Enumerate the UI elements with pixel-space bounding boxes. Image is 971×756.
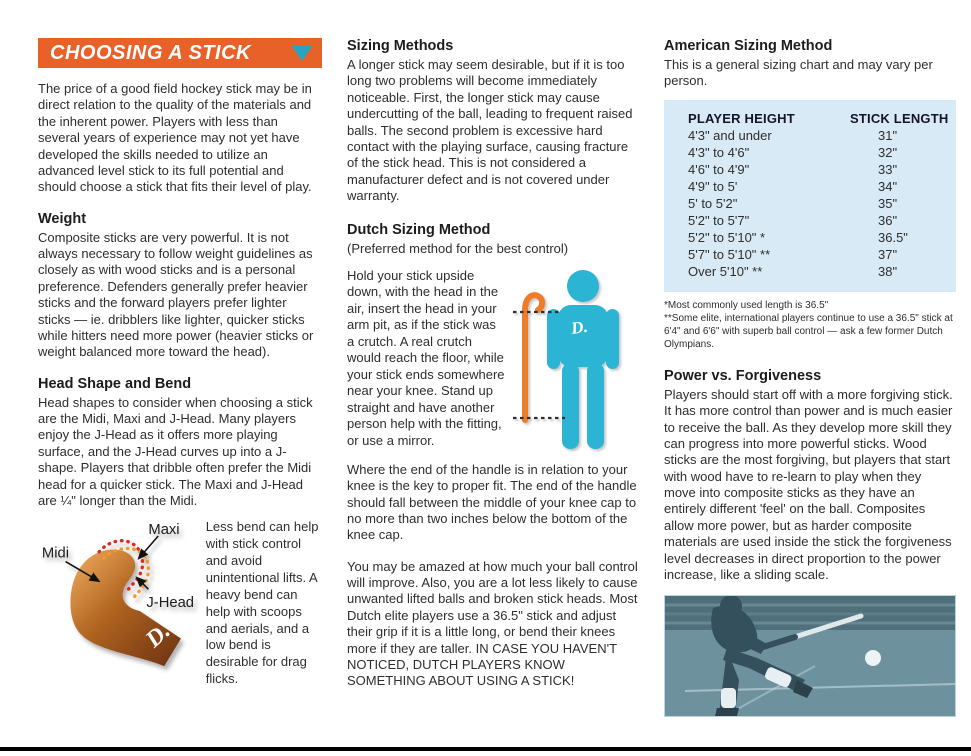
page-bottom-rule xyxy=(0,747,971,751)
dutch-method-subheading: (Preferred method for the best control) xyxy=(347,241,569,257)
cell-length: 38" xyxy=(878,263,898,279)
jhead-label: J-Head xyxy=(146,595,195,612)
cell-length: 34" xyxy=(878,178,898,194)
amazed-paragraph: You may be amazed at how much your ball control will improve. Also, you are a lot less likely to cause unwanted lifted balls and broken stick heads. Most Dutch elite players use a 36.5" stick and adjust their grip if it is a little long, or bend their knees more if they are taller. IN CASE YOU HAVEN'T NOTICED, DUTCH PLAYERS KNOW SOMETHING ABOUT USING A STICK! xyxy=(347,558,638,689)
brand-logo-on-stick: D. xyxy=(140,618,176,654)
cell-height: 5'2" to 5'7" xyxy=(688,212,750,228)
maxi-label: Maxi xyxy=(148,522,180,539)
cell-length: 31" xyxy=(878,127,898,143)
footnote-1: *Most commonly used length is 36.5" xyxy=(664,299,829,311)
footnote-2: **Some elite, international players continue to use a 36.5" stick at 6'4" and 6'6" with superb ball control — ask a few former Dutch Olympians. xyxy=(664,312,953,350)
head-shape-paragraph: Head shapes to consider when choosing a stick are the Midi, Maxi and J-Head. Many players enjoy the J-Head as it offers more playing surface, and the J-Head curves up into a J-shape. Players that dribble often prefer the Midi head for a quicker stick. The Maxi and J-Head are ¼" longer than the Midi. xyxy=(38,394,313,508)
weight-heading: Weight xyxy=(38,210,87,227)
cell-height: 4'9" to 5' xyxy=(688,178,738,194)
table-header-stick-length: STICK LENGTH xyxy=(850,110,949,126)
table-row xyxy=(688,229,950,246)
cell-length: 32" xyxy=(878,144,898,160)
sizing-table xyxy=(664,100,956,292)
cell-height: 4'3" to 4'6" xyxy=(688,144,750,160)
cell-length: 37" xyxy=(878,246,898,262)
power-paragraph: Players should start off with a more forgiving stick. It has more control than power and is much easier to receive the ball. As they develop more skill they can progress into more powerful sticks. Wood sticks are the most forgiving, but players that start with wood have to re-learn to play when they move into composite sticks as they have an entirely different 'feel' on the ball. Composites allow more power, but as harder composite materials are used inside the stick the forgiveness level decreases in direct proportion to the power increase, like a sliding scale. xyxy=(664,386,953,582)
cell-height: 4'6" to 4'9" xyxy=(688,161,750,177)
middle-column xyxy=(347,38,639,717)
cell-length: 36.5" xyxy=(878,229,908,245)
table-row xyxy=(688,144,950,161)
head-shape-diagram-row xyxy=(38,517,322,689)
triangle-down-icon xyxy=(291,45,313,61)
table-header-row xyxy=(688,110,950,127)
page-title: CHOOSING A STICK xyxy=(50,41,251,64)
american-method-heading: American Sizing Method xyxy=(664,38,833,54)
sizing-methods-heading: Sizing Methods xyxy=(347,38,454,54)
dutch-method-row xyxy=(347,268,639,454)
right-column xyxy=(664,38,956,717)
table-row xyxy=(688,212,950,229)
brand-logo-on-chest: D. xyxy=(569,316,589,338)
cell-height: 5'7" to 5'10" ** xyxy=(688,246,771,262)
table-row xyxy=(688,127,950,144)
head-shape-heading: Head Shape and Bend xyxy=(38,375,192,392)
fit-paragraph: Where the end of the handle is in relation to your knee is the key to proper fit. The end of the handle should fall between the middle of your knee cap to no more than two inches below the bottom of the knee cap. xyxy=(347,461,637,543)
midi-label: Midi xyxy=(41,545,70,562)
dutch-method-paragraph: Hold your stick upside down, with the head in the air, insert the head in your arm pit, as if the stick was a crutch. A real crutch would reach the floor, while your stick ends somewhere near your knee. Stand up straight and have another person help with the fitting, or use a mirror. xyxy=(347,267,505,448)
bend-note: Less bend can help with stick control and avoid unintentional lifts. A heavy bend can help with scoops and aerials, and a low bend is desirable for drag flicks. xyxy=(205,519,319,687)
person-figure-illustration xyxy=(511,268,639,454)
left-column xyxy=(38,38,322,717)
table-row xyxy=(688,263,950,280)
cell-height: 5'2" to 5'10" * xyxy=(688,229,766,245)
sizing-methods-paragraph: A longer stick may seem desirable, but if it is too long two problems will become immediately noticeable. First, the longer stick may cause undercutting of the ball, leading to frequent raised balls. The second problem is excessive hard contact with the playing surface, causing fracture of the stick head. This is not considered a manufacturer defect and is not covered under warranty. xyxy=(347,57,633,203)
field-hockey-photo-art xyxy=(665,596,955,716)
field-hockey-photo xyxy=(664,595,956,717)
table-header-player-height: PLAYER HEIGHT xyxy=(688,110,795,126)
cell-length: 33" xyxy=(878,161,898,177)
cell-height: Over 5'10" ** xyxy=(688,263,763,279)
dutch-method-heading: Dutch Sizing Method xyxy=(347,222,491,239)
power-heading: Power vs. Forgiveness xyxy=(664,367,822,384)
table-row xyxy=(688,161,950,178)
maxi-pointer-line xyxy=(139,536,159,559)
intro-paragraph: The price of a good field hockey stick may be in direct relation to the quality of the materials and the inherent power. Players with less than several years of experience may not yet have developed the skills needed to utilize an advanced level stick to its full potential and should choose a stick that fits their level of play. xyxy=(38,81,312,195)
upside-down-stick xyxy=(525,295,542,420)
american-method-paragraph: This is a general sizing chart and may vary per person. xyxy=(664,57,933,89)
cell-height: 4'3" and under xyxy=(688,127,772,143)
table-footnotes xyxy=(664,299,956,351)
person-silhouette xyxy=(547,270,619,449)
cell-length: 35" xyxy=(878,195,898,211)
table-row xyxy=(688,246,950,263)
cell-height: 5' to 5'2" xyxy=(688,195,738,211)
stick-head-diagram xyxy=(38,517,196,689)
weight-paragraph: Composite sticks are very powerful. It is not always necessary to follow weight guidelines as closely as with wood sticks and is a personal preference. Defenders generally prefer heavier sticks and the forward players prefer lighter sticks — ie. dribblers like lighter, quicker sticks while hitters need more power (heavier sticks or weight balanced more toward the head). xyxy=(38,229,314,360)
table-row xyxy=(688,178,950,195)
title-banner xyxy=(38,38,322,68)
table-row xyxy=(688,195,950,212)
cell-length: 36" xyxy=(878,212,898,228)
